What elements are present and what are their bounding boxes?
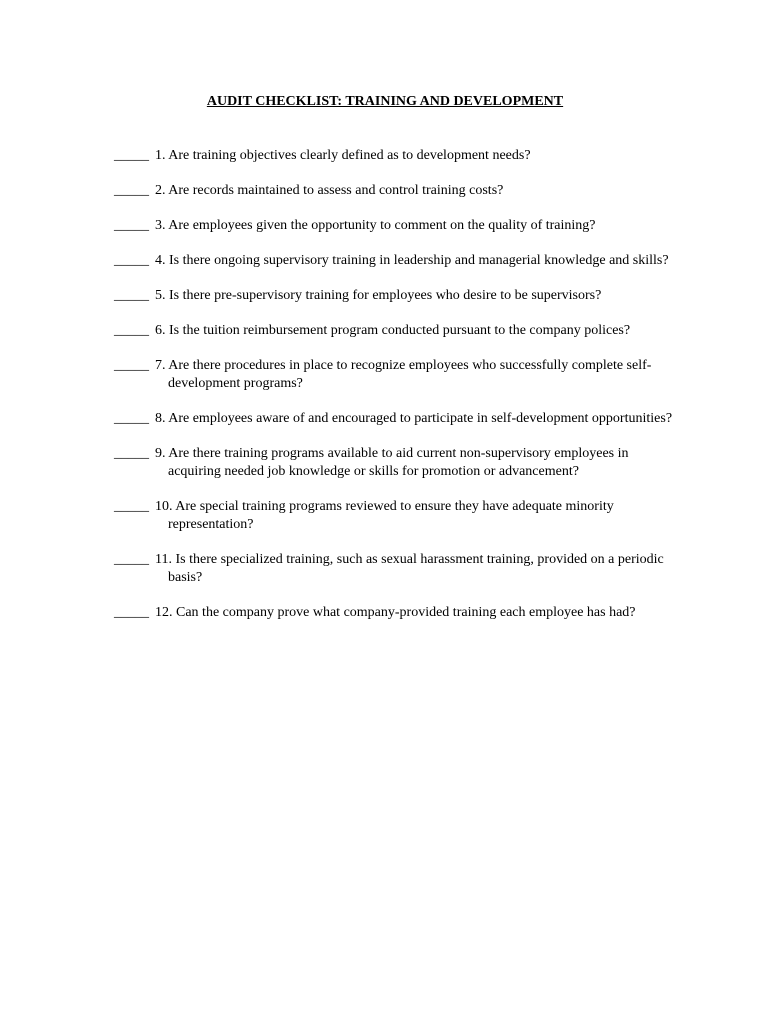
checklist-item-6 [114,322,674,340]
answer-blank: _____ [114,358,149,373]
answer-blank: _____ [114,218,149,233]
question-text: 10. Are special training programs reviewed to ensure they have adequate minority representation? [155,499,614,532]
checklist-item-8 [114,410,674,428]
question-text: 4. Is there ongoing supervisory training in leadership and managerial knowledge and skills? [155,253,669,268]
checklist-item-1 [114,147,674,165]
checklist-item-7 [114,357,674,393]
answer-blank: _____ [114,183,149,198]
page-title: AUDIT CHECKLIST: TRAINING AND DEVELOPMENT [206,94,564,109]
checklist-item-4 [114,252,674,270]
question-text: 11. Is there specialized training, such as sexual harassment training, provided on a periodic basis? [155,552,664,585]
checklist-item-3 [114,217,674,235]
question-text: 7. Are there procedures in place to recognize employees who successfully complete self-development programs? [155,358,652,391]
checklist-item-9 [114,445,674,481]
answer-blank: _____ [114,253,149,268]
question-text: 12. Can the company prove what company-provided training each employee has had? [155,605,636,620]
question-text: 2. Are records maintained to assess and control training costs? [155,183,504,198]
question-text: 5. Is there pre-supervisory training for employees who desire to be supervisors? [155,288,602,303]
answer-blank: _____ [114,499,149,514]
answer-blank: _____ [114,148,149,163]
question-text: 9. Are there training programs available to aid current non-supervisory employees in acquiring needed job knowledge or skills for promotion or advancement? [155,446,629,479]
checklist-item-12 [114,604,674,622]
answer-blank: _____ [114,446,149,461]
checklist-item-2 [114,182,674,200]
answer-blank: _____ [114,323,149,338]
answer-blank: _____ [114,288,149,303]
question-text: 6. Is the tuition reimbursement program conducted pursuant to the company polices? [155,323,631,338]
checklist-item-5 [114,287,674,305]
question-text: 1. Are training objectives clearly defined as to development needs? [155,148,531,163]
audit-checklist [114,147,674,639]
checklist-item-11 [114,551,674,587]
answer-blank: _____ [114,605,149,620]
question-text: 8. Are employees aware of and encouraged to participate in self-development opportunities? [155,411,673,426]
answer-blank: _____ [114,411,149,426]
question-text: 3. Are employees given the opportunity to comment on the quality of training? [155,218,596,233]
checklist-item-10 [114,498,674,534]
answer-blank: _____ [114,552,149,567]
